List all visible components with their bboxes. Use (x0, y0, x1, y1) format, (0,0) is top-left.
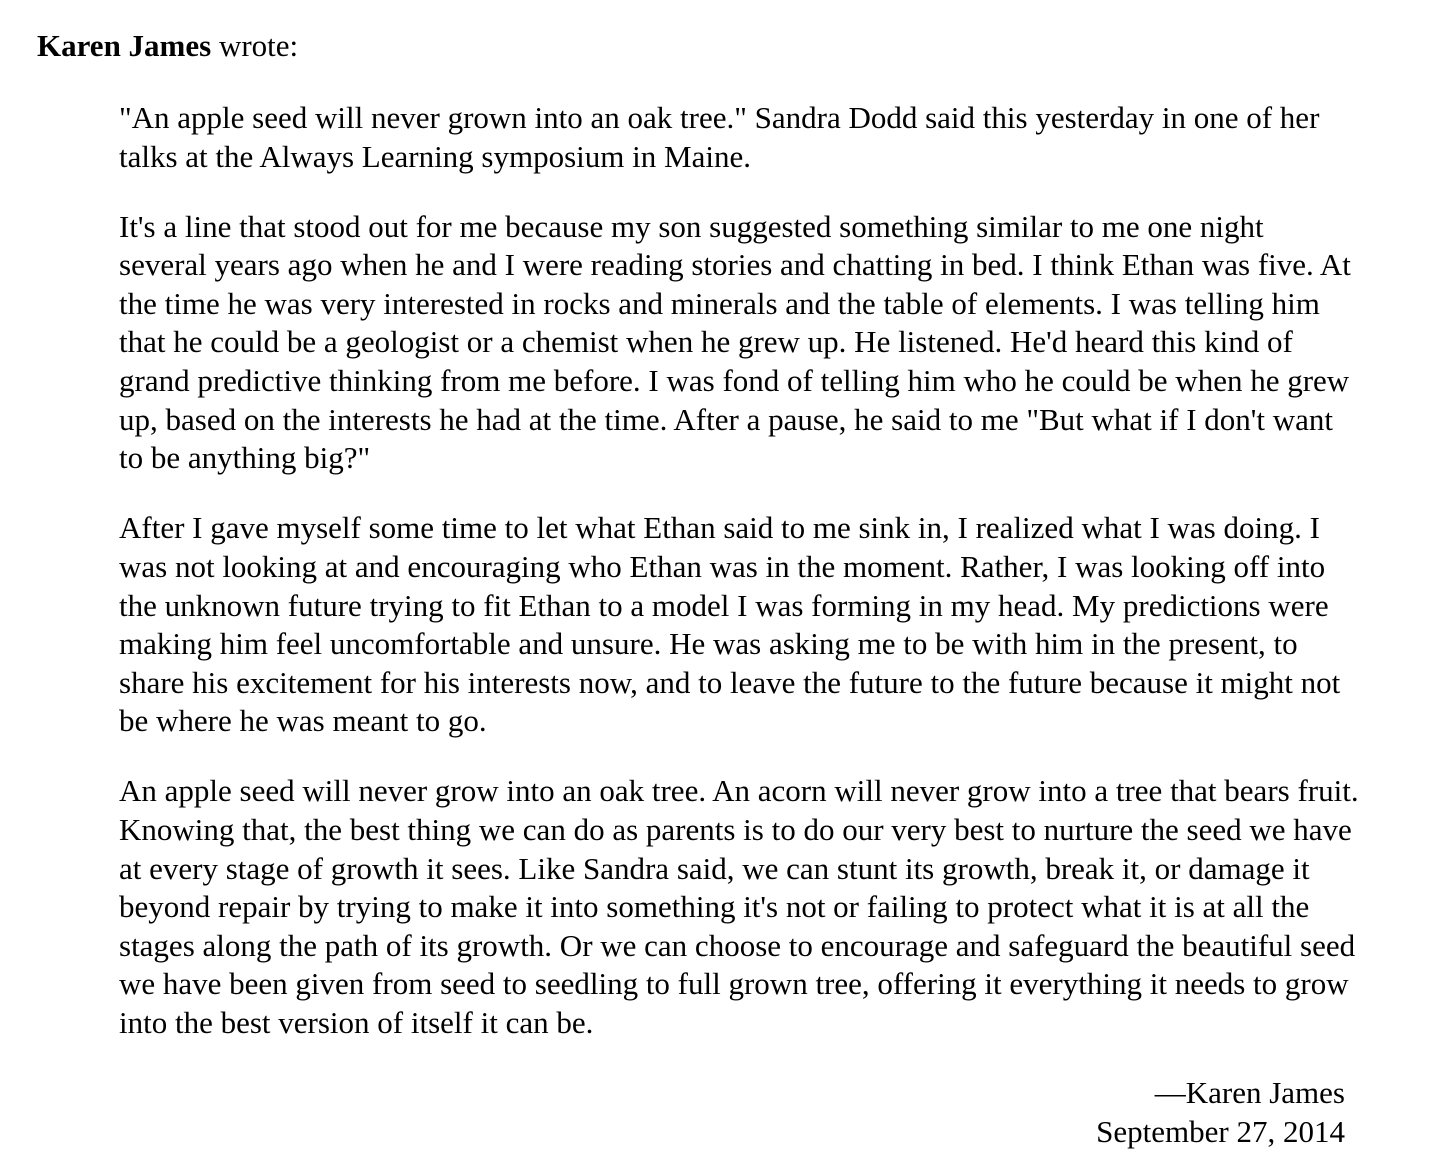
quote-paragraph: "An apple seed will never grown into an oak tree." Sandra Dodd said this yesterday in one of her talks at the Always Learning symposium in Maine. (119, 100, 1320, 174)
signature-date: September 27, 2014 (1096, 1113, 1345, 1149)
attribution-line (37, 27, 298, 66)
signature-name: —Karen James (1154, 1075, 1345, 1110)
wrote-label: wrote: (218, 28, 299, 63)
quote-paragraph: An apple seed will never grow into an oak tree. An acorn will never grow into a tree that bears fruit. Knowing that, the best thing we can do as parents is to do our very best to nurture the seed we have at every stage of growth it sees. Like Sandra said, we can stunt its growth, break it, or damage it beyond repair by trying to make it into something it's not or failing to protect what it is at all the stages along the path of its growth. Or we can choose to encourage and safeguard the beautiful seed we have been given from seed to seedling to full grown tree, offering it everything it needs to grow into the best version of itself it can be. (119, 773, 1359, 1040)
quote-paragraph: After I gave myself some time to let what Ethan said to me sink in, I realized what I was doing. I was not looking at and encouraging who Ethan was in the moment. Rather, I was looking off into the unknown future trying to fit Ethan to a model I was forming in my head. My predictions were making him feel uncomfortable and unsure. He was asking me to be with him in the present, to share his excitement for his interests now, and to leave the future to the future because it might not be where he was meant to go. (119, 510, 1341, 739)
quote-paragraph: It's a line that stood out for me because my son suggested something similar to me one night several years ago when he and I were reading stories and chatting in bed. I think Ethan was five. At the time he was very interested in rocks and minerals and the table of elements. I was telling him that he could be a geologist or a chemist when he grew up. He listened. He'd heard this kind of grand predictive thinking from me before. I was fond of telling him who he could be when he grew up, based on the interests he had at the time. After a pause, he said to me "But what if I don't want to be anything big?" (119, 208, 1351, 476)
quote-block (119, 99, 1359, 1074)
signature-block (1096, 1074, 1345, 1151)
author-name: Karen James (37, 28, 212, 63)
